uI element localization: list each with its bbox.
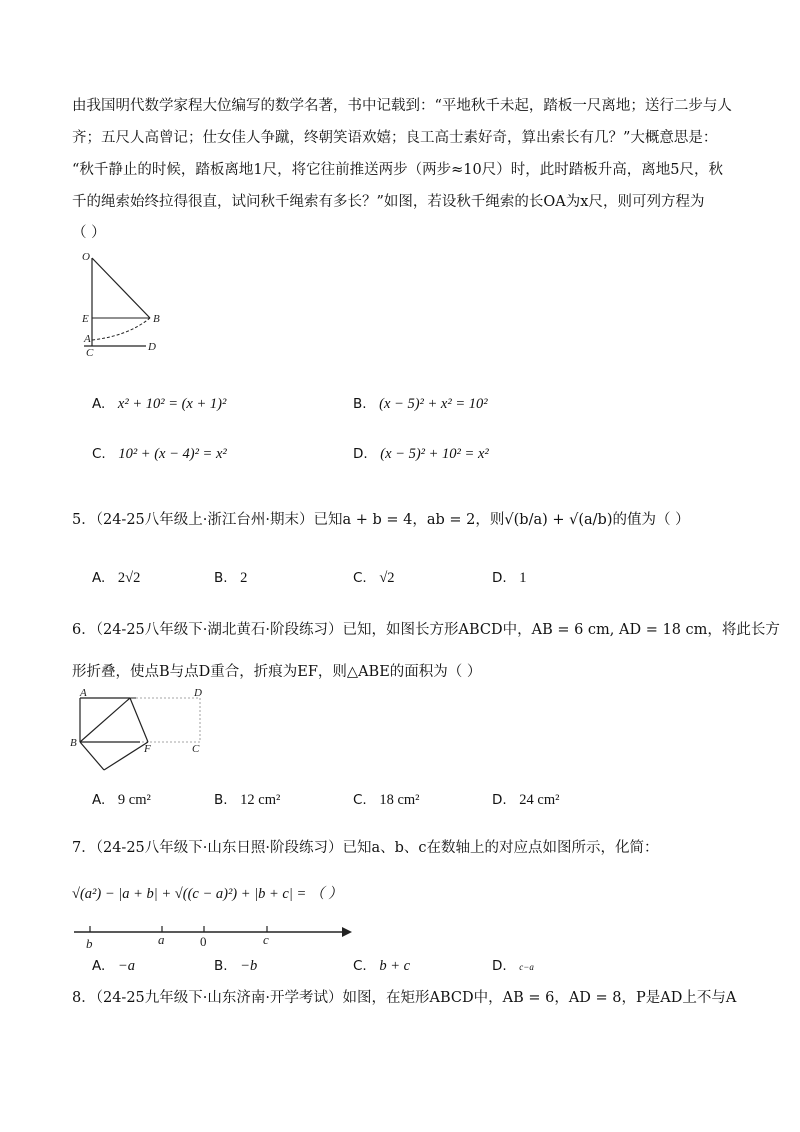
q6-rectangle-figure	[70, 688, 210, 778]
q5-option-d[interactable]: D. 1	[492, 570, 527, 586]
q7-option-b[interactable]: B. −b	[214, 958, 258, 974]
axis-label-a: a	[158, 932, 165, 947]
q6-option-b[interactable]: B. 12 cm²	[214, 792, 281, 808]
q4-line-3: “秋千静止的时候，踏板离地1尺，将它往前推送两步（两步≈10尺）时，此时踏板升高，离地5尺，秋	[72, 162, 723, 178]
q5-option-a[interactable]: A. 2√2	[92, 570, 141, 586]
q7-option-a[interactable]: A. −a	[92, 958, 135, 974]
q4-line-5: （ ）	[72, 225, 106, 241]
axis-label-c: c	[263, 932, 269, 947]
q4-option-a[interactable]: A. x² + 10² = (x + 1)²	[92, 396, 227, 412]
q8-stem: 8．（24-25九年级下·山东济南·开学考试）如图，在矩形ABCD中，AB = 6，AD = 8，P是AD上不与A	[72, 990, 737, 1006]
label-A: A	[84, 333, 91, 345]
label-O: O	[82, 251, 90, 263]
label-D: D	[148, 341, 156, 353]
q7-option-d[interactable]: D. c−a	[492, 958, 534, 974]
q5-stem: 5．（24-25八年级上·浙江台州·期末）已知a + b = 4，ab = 2，则√(b/a) + √(a/b)的值为（ ）	[72, 512, 690, 528]
q4-option-b[interactable]: B. (x − 5)² + x² = 10²	[353, 396, 488, 412]
q7-number-line	[70, 922, 360, 952]
q6-option-a[interactable]: A. 9 cm²	[92, 792, 151, 808]
label-D: D	[194, 688, 202, 699]
q4-swing-figure	[78, 248, 188, 360]
axis-label-zero: 0	[200, 934, 207, 949]
q5-option-b[interactable]: B. 2	[214, 570, 248, 586]
axis-label-b: b	[86, 936, 93, 951]
label-C: C	[86, 347, 94, 359]
q4-line-4: 千的绳索始终拉得很直，试问秋千绳索有多长？”如图，若设秋千绳索的长OA为x尺，则可列方程为	[72, 194, 705, 210]
q4-line-2: 齐；五尺人高曾记；仕女佳人争蹴，终朝笑语欢嬉；良工高士素好奇，算出索长有几？”大概意思是：	[72, 130, 718, 146]
label-C: C	[192, 743, 200, 755]
q7-option-c[interactable]: C. b + c	[353, 958, 411, 974]
q4-line-1: 由我国明代数学家程大位编写的数学名著，书中记载到：“平地秋千未起，踏板一尺离地；送行二步与人	[72, 98, 732, 114]
q6-option-d[interactable]: D. 24 cm²	[492, 792, 560, 808]
label-E: E	[82, 313, 89, 325]
label-B: B	[70, 737, 77, 749]
q6-option-c[interactable]: C. 18 cm²	[353, 792, 420, 808]
q4-option-c[interactable]: C. 10² + (x − 4)² = x²	[92, 446, 227, 462]
q7-stem: 7．（24-25八年级下·山东日照·阶段练习）已知a、b、c在数轴上的对应点如图所示，化简：	[72, 840, 659, 856]
q6-line-2: 形折叠，使点B与点D重合，折痕为EF，则△ABE的面积为（ ）	[72, 664, 482, 680]
label-B: B	[153, 313, 160, 325]
label-F: F	[144, 743, 151, 755]
q7-expression: √(a²) − |a + b| + √((c − a)²) + |b + c| = （ ）	[72, 886, 343, 902]
q4-option-d[interactable]: D. (x − 5)² + 10² = x²	[353, 446, 489, 462]
q5-option-c[interactable]: C. √2	[353, 570, 395, 586]
label-A: A	[80, 688, 87, 699]
q6-line-1: 6．（24-25八年级下·湖北黄石·阶段练习）已知，如图长方形ABCD中，AB = 6 cm, AD = 18 cm，将此长方	[72, 622, 780, 638]
